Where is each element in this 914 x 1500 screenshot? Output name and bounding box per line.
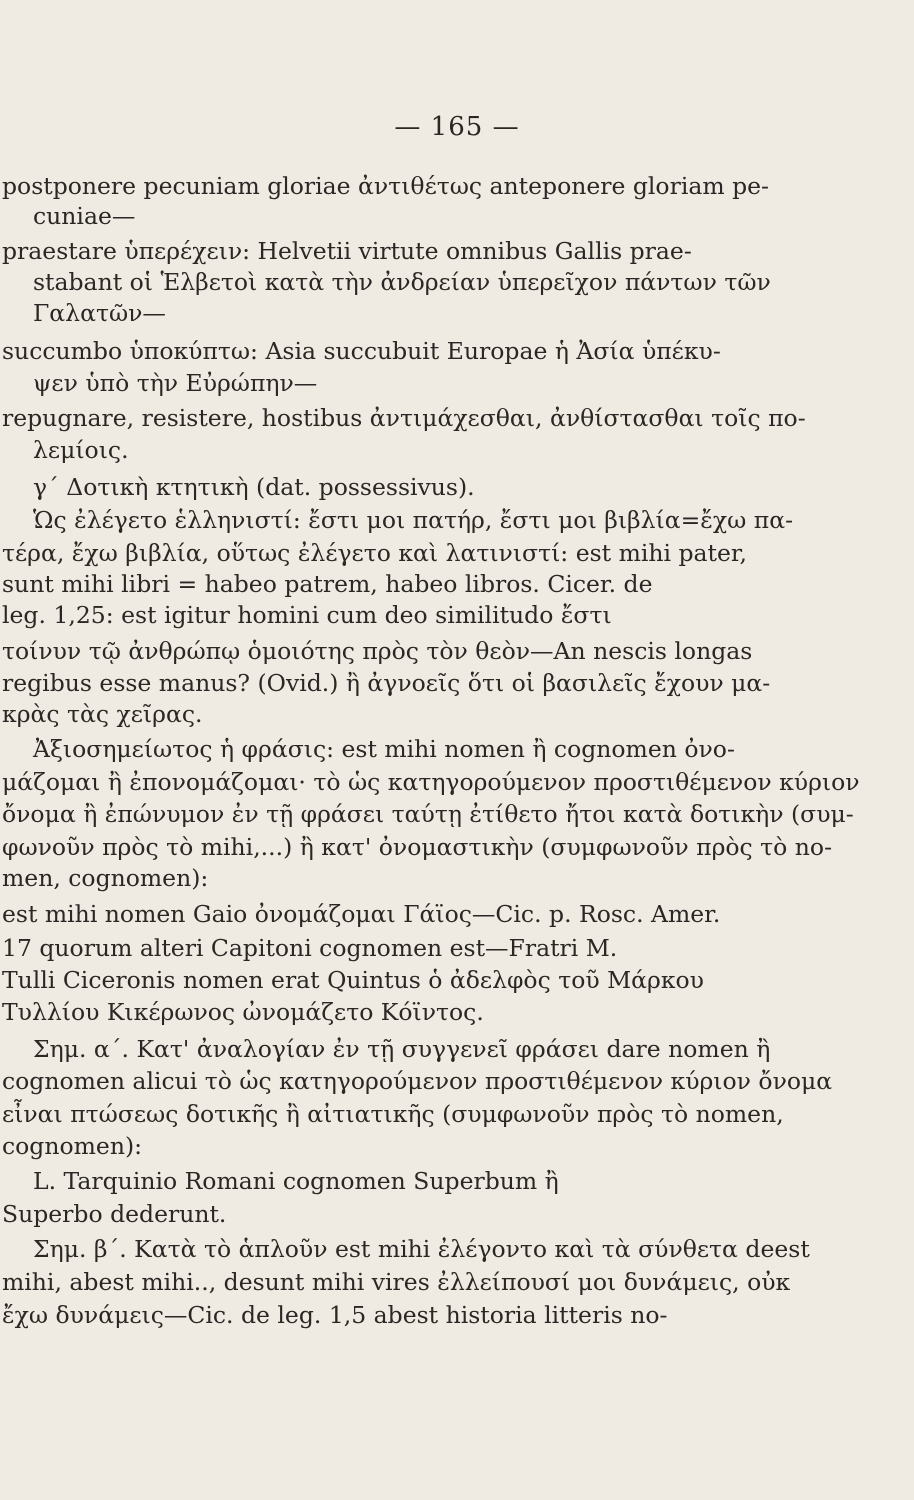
page-number: — 165 —	[394, 112, 520, 142]
text-line: λεμίοις.	[33, 436, 129, 464]
text-line: Tulli Ciceronis nomen erat Quintus ὁ ἀδελφὸς τοῦ Μάρκου	[2, 966, 704, 994]
text-line: Τυλλίου Κικέρωνος ὠνομάζετο Κόϊντος.	[2, 998, 484, 1026]
text-line: τέρα, ἔχω βιβλία, οὕτως ἐλέγετο καὶ λατινιστί: est mihi pater,	[2, 539, 748, 567]
text-line: mihi, abest mihi.., desunt mihi vires ἐλλείπουσί μοι δυνάμεις, οὐκ	[2, 1268, 791, 1296]
text-line: τοίνυν τῷ ἀνθρώπῳ ὁμοιότης πρὸς τὸν θεὸν—An nescis longas	[2, 637, 753, 665]
text-line: men, cognomen):	[2, 864, 209, 892]
text-line: Superbo dederunt.	[2, 1200, 227, 1228]
text-line: regibus esse manus? (Ovid.) ἢ ἀγνοεῖς ὅτι οἱ βασιλεῖς ἔχουν μα-	[2, 669, 771, 697]
note-line: Σημ. α΄. Κατ' ἀναλογίαν ἐν τῇ συγγενεῖ φράσει dare nomen ἢ	[33, 1035, 771, 1063]
text-line: 17 quorum alteri Capitoni cognomen est—Fratri M.	[2, 934, 618, 962]
text-line: cuniae—	[33, 202, 136, 230]
text-line: praestare ὑπερέχειν: Helvetii virtute omnibus Gallis prae-	[2, 237, 692, 265]
text-line: μάζομαι ἢ ἐπονομάζομαι· τὸ ὡς κατηγορούμενον προστιθέμενον κύριον	[2, 768, 860, 796]
note-line: Σημ. β΄. Κατὰ τὸ ἁπλοῦν est mihi ἐλέγοντο καὶ τὰ σύνθετα deest	[33, 1235, 810, 1263]
text-line: repugnare, resistere, hostibus ἀντιμάχεσθαι, ἀνθίστασθαι τοῖς πο-	[2, 404, 806, 432]
text-line: ὄνομα ἢ ἐπώνυμον ἐν τῇ φράσει ταύτῃ ἐτίθετο ἤτοι κατὰ δοτικὴν (συμ-	[2, 800, 854, 828]
text-line: est mihi nomen Gaio ὀνομάζομαι Γάϊος—Cic. p. Rosc. Amer.	[2, 900, 721, 928]
text-line: ἔχω δυνάμεις—Cic. de leg. 1,5 abest historia litteris no-	[2, 1301, 668, 1329]
text-line: L. Tarquinio Romani cognomen Superbum ἢ	[33, 1167, 559, 1195]
text-line: κρὰς τὰς χεῖρας.	[2, 700, 203, 728]
text-line: Ἀξιοσημείωτος ἡ φράσις: est mihi nomen ἢ cognomen ὀνο-	[33, 735, 735, 763]
text-line: postponere pecuniam gloriae ἀντιθέτως anteponere gloriam pe-	[2, 172, 769, 200]
text-line: succumbo ὑποκύπτω: Asia succubuit Europae ἡ Ἀσία ὑπέκυ-	[2, 337, 721, 365]
text-line: cognomen alicui τὸ ὡς κατηγορούμενον προστιθέμενον κύριον ὄνομα	[2, 1067, 833, 1095]
section-heading: γ΄ Δοτικὴ κτητικὴ (dat. possessivus).	[33, 473, 475, 501]
text-line: cognomen):	[2, 1132, 143, 1160]
text-line: Ὡς ἐλέγετο ἑλληνιστί: ἔστι μοι πατήρ, ἔστι μοι βιβλία=ἔχω πα-	[33, 506, 794, 534]
text-line: leg. 1,25: est igitur homini cum deo similitudo ἔστι	[2, 601, 612, 629]
text-line: ψεν ὑπὸ τὴν Εὐρώπην—	[33, 369, 318, 397]
text-line: φωνοῦν πρὸς τὸ mihi,...) ἢ κατ' ὀνομαστικὴν (συμφωνοῦν πρὸς τὸ no-	[2, 833, 833, 861]
text-line: εἶναι πτώσεως δοτικῆς ἢ αἰτιατικῆς (συμφωνοῦν πρὸς τὸ nomen,	[2, 1100, 784, 1128]
text-line: sunt mihi libri = habeo patrem, habeo libros. Cicer. de	[2, 570, 653, 598]
text-line: Γαλατῶν—	[33, 299, 166, 327]
text-line: stabant οἱ Ἑλβετοὶ κατὰ τὴν ἀνδρείαν ὑπερεῖχον πάντων τῶν	[33, 268, 771, 296]
